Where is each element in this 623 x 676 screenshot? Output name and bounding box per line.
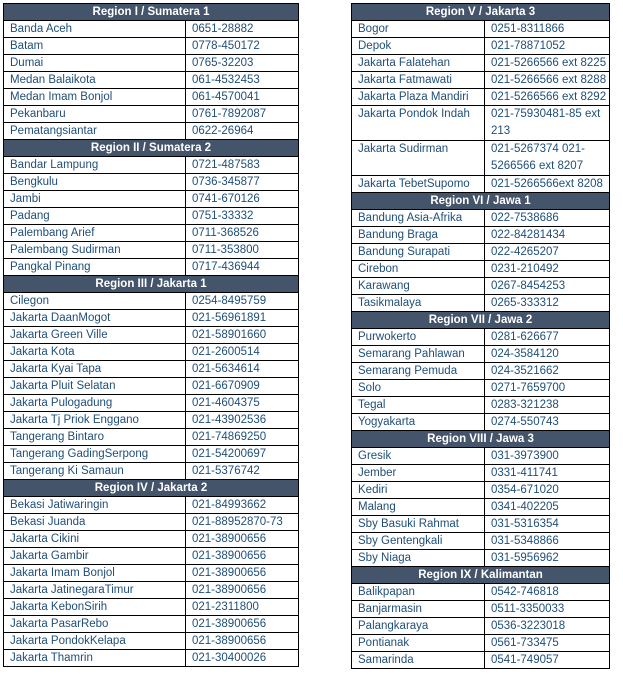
branch-phone: 0751-33332 [186,208,299,225]
branch-row [4,327,299,344]
branch-row [4,582,299,599]
region-header-row [4,480,299,497]
branch-name: Tangerang Ki Samaun [4,463,186,480]
branch-row [4,123,299,140]
branch-row [4,531,299,548]
region-header-row [4,276,299,293]
branch-phone: 0765-32203 [186,55,299,72]
branch-name: Jakarta Kota [4,344,186,361]
branch-name: Pontianak [352,635,485,652]
branch-phone: 0561-733475 [485,635,610,652]
branch-phone: 022-84281434 [485,227,610,244]
region-title: Region VI / Jawa 1 [352,193,610,210]
region-title: Region VII / Jawa 2 [352,312,610,329]
branch-name: Jakarta Pondok Indah [352,106,485,141]
branch-name: Pekanbaru [4,106,186,123]
branch-row [352,21,610,38]
branch-phone: 021-5267374 021-5266566 ext 8207 [485,141,610,176]
branch-row [4,72,299,89]
branch-name: Malang [352,499,485,516]
branch-row [4,106,299,123]
branch-row [4,616,299,633]
branch-name: Tegal [352,397,485,414]
branch-phone: 031-5348866 [485,533,610,550]
branch-phone: 031-5956962 [485,550,610,567]
branch-phone: 0711-353800 [186,242,299,259]
branch-row [4,208,299,225]
branch-row [4,242,299,259]
branch-phone: 021-5376742 [186,463,299,480]
branch-phone: 021-5634614 [186,361,299,378]
branch-name: Banda Aceh [4,21,186,38]
branch-row [4,412,299,429]
branch-row [352,72,610,89]
branch-name: Jambi [4,191,186,208]
branch-row [4,157,299,174]
branch-row [4,259,299,276]
region-header-row [352,4,610,21]
branch-row [352,448,610,465]
branch-phone: 021-54200697 [186,446,299,463]
branch-phone: 021-5266566 ext 8292 [485,89,610,106]
branch-name: Bengkulu [4,174,186,191]
branch-name: Jakarta Cikini [4,531,186,548]
branch-phone: 021-84993662 [186,497,299,514]
branch-phone: 0341-402205 [485,499,610,516]
branch-phone: 0536-3223018 [485,618,610,635]
branch-name: Purwokerto [352,329,485,346]
branch-row [352,363,610,380]
branch-name: Palembang Arief [4,225,186,242]
branch-row [4,293,299,310]
branch-row [352,227,610,244]
branch-phone: 0281-626677 [485,329,610,346]
branch-row [352,261,610,278]
branch-row [352,176,610,193]
branch-row [4,174,299,191]
branch-name: Cirebon [352,261,485,278]
branch-name: Bekasi Juanda [4,514,186,531]
branch-name: Semarang Pemuda [352,363,485,380]
branch-row [352,482,610,499]
branch-name: Jakarta JatinegaraTimur [4,582,186,599]
branch-name: Samarinda [352,652,485,669]
branch-name: Banjarmasin [352,601,485,618]
branch-phone: 0622-26964 [186,123,299,140]
branch-phone: 021-74869250 [186,429,299,446]
branch-phone: 0721-487583 [186,157,299,174]
branch-phone: 0711-368526 [186,225,299,242]
branch-name: Jakarta Thamrin [4,650,186,667]
branch-row [352,278,610,295]
branch-row [4,89,299,106]
region-title: Region I / Sumatera 1 [4,4,299,21]
branch-name: Semarang Pahlawan [352,346,485,363]
branch-row [352,601,610,618]
branch-phone: 021-2311800 [186,599,299,616]
branch-name: Cilegon [4,293,186,310]
branch-phone: 021-5266566ext 8208 [485,176,610,193]
region-header-row [352,567,610,584]
branch-name: Jakarta Pluit Selatan [4,378,186,395]
branch-row [4,310,299,327]
branch-phone: 0741-670126 [186,191,299,208]
branch-phone: 021-56961891 [186,310,299,327]
branch-phone: 0761-7892087 [186,106,299,123]
branch-name: Pangkal Pinang [4,259,186,276]
branch-phone-table-right [351,3,610,669]
branch-row [4,38,299,55]
branch-name: Jakarta Pulogadung [4,395,186,412]
branch-phone-table-left [3,3,299,667]
branch-phone: 0331-411741 [485,465,610,482]
branch-name: Jakarta Kyai Tapa [4,361,186,378]
branch-name: Gresik [352,448,485,465]
branch-row [352,550,610,567]
region-header-row [352,193,610,210]
branch-name: Bandung Asia-Afrika [352,210,485,227]
branch-phone: 021-6670909 [186,378,299,395]
branch-row [352,106,610,141]
branch-phone: 021-38900656 [186,548,299,565]
branch-name: Jakarta Sudirman [352,141,485,176]
branch-phone: 0651-28882 [186,21,299,38]
branch-phone: 021-4604375 [186,395,299,412]
region-title: Region VIII / Jawa 3 [352,431,610,448]
branch-phone: 0283-321238 [485,397,610,414]
branch-phone: 0267-8454253 [485,278,610,295]
branch-name: Sby Basuki Rahmat [352,516,485,533]
branch-phone: 021-38900656 [186,616,299,633]
branch-phone: 024-3584120 [485,346,610,363]
branch-row [4,565,299,582]
branch-name: Tasikmalaya [352,295,485,312]
branch-name: Palangkaraya [352,618,485,635]
branch-phone: 0231-210492 [485,261,610,278]
branch-name: Jakarta TebetSupomo [352,176,485,193]
branch-name: Jakarta Plaza Mandiri [352,89,485,106]
branch-name: Bandar Lampung [4,157,186,174]
region-header-row [4,4,299,21]
table-body [4,4,299,667]
region-header-row [4,140,299,157]
branch-row [352,414,610,431]
branch-name: Bandung Surapati [352,244,485,261]
branch-name: Tangerang GadingSerpong [4,446,186,463]
region-title: Region IX / Kalimantan [352,567,610,584]
branch-row [352,499,610,516]
branch-phone: 0511-3350033 [485,601,610,618]
branch-row [352,295,610,312]
branch-name: Kediri [352,482,485,499]
branch-phone: 022-4265207 [485,244,610,261]
branch-phone: 0251-8311866 [485,21,610,38]
branch-name: Dumai [4,55,186,72]
branch-name: Tangerang Bintaro [4,429,186,446]
branch-row [4,429,299,446]
branch-name: Bekasi Jatiwaringin [4,497,186,514]
branch-phone: 022-7538686 [485,210,610,227]
branch-name: Jember [352,465,485,482]
branch-name: Jakarta Green Ville [4,327,186,344]
branch-row [352,397,610,414]
branch-phone: 0541-749057 [485,652,610,669]
branch-phone: 0778-450172 [186,38,299,55]
branch-phone: 021-75930481-85 ext 213 [485,106,610,141]
branch-row [352,38,610,55]
branch-phone: 0542-746818 [485,584,610,601]
branch-row [4,395,299,412]
branch-name: Jakarta Falatehan [352,55,485,72]
region-header-row [352,431,610,448]
branch-phone: 061-4570041 [186,89,299,106]
branch-row [352,652,610,669]
branch-name: Bandung Braga [352,227,485,244]
branch-phone: 031-5316354 [485,516,610,533]
branch-row [4,55,299,72]
branch-name: Palembang Sudirman [4,242,186,259]
branch-phone: 021-38900656 [186,633,299,650]
branch-name: Sby Gentengkali [352,533,485,550]
branch-name: Batam [4,38,186,55]
region-title: Region II / Sumatera 2 [4,140,299,157]
branch-row [4,548,299,565]
branch-phone: 0717-436944 [186,259,299,276]
branch-phone: 0265-333312 [485,295,610,312]
branch-name: Jakarta Fatmawati [352,72,485,89]
branch-row [4,514,299,531]
branch-row [352,55,610,72]
branch-phone: 061-4532453 [186,72,299,89]
branch-phone: 021-38900656 [186,582,299,599]
branch-phone: 021-38900656 [186,531,299,548]
branch-name: Medan Imam Bonjol [4,89,186,106]
branch-row [352,346,610,363]
branch-phone: 0736-345877 [186,174,299,191]
branch-name: Yogyakarta [352,414,485,431]
table-body [352,4,610,669]
branch-name: Sby Niaga [352,550,485,567]
branch-phone: 0354-671020 [485,482,610,499]
branch-name: Balikpapan [352,584,485,601]
branch-row [4,378,299,395]
branch-row [4,225,299,242]
branch-row [352,635,610,652]
branch-row [352,618,610,635]
branch-name: Pematangsiantar [4,123,186,140]
branch-row [4,497,299,514]
branch-name: Depok [352,38,485,55]
branch-phone: 021-30400026 [186,650,299,667]
branch-name: Jakarta PondokKelapa [4,633,186,650]
branch-phone: 021-5266566 ext 8225 [485,55,610,72]
branch-row [4,599,299,616]
branch-phone: 021-38900656 [186,565,299,582]
branch-phone: 021-2600514 [186,344,299,361]
branch-phone: 031-3973900 [485,448,610,465]
region-title: Region IV / Jakarta 2 [4,480,299,497]
branch-row [352,141,610,176]
branch-phone: 021-58901660 [186,327,299,344]
branch-phone: 0274-550743 [485,414,610,431]
branch-row [4,21,299,38]
branch-name: Solo [352,380,485,397]
branch-name: Jakarta Imam Bonjol [4,565,186,582]
branch-phone: 021-88952870-73 [186,514,299,531]
branch-phone: 021-5266566 ext 8288 [485,72,610,89]
branch-row [352,329,610,346]
branch-phone: 0254-8495759 [186,293,299,310]
branch-phone: 021-43902536 [186,412,299,429]
branch-name: Jakarta DaanMogot [4,310,186,327]
branch-name: Padang [4,208,186,225]
region-title: Region V / Jakarta 3 [352,4,610,21]
branch-row [4,344,299,361]
region-title: Region III / Jakarta 1 [4,276,299,293]
branch-name: Jakarta Gambir [4,548,186,565]
branch-row [352,516,610,533]
branch-phone: 021-78871052 [485,38,610,55]
region-header-row [352,312,610,329]
branch-row [4,633,299,650]
branch-row [4,361,299,378]
branch-row [352,584,610,601]
branch-row [352,244,610,261]
branch-row [4,650,299,667]
branch-name: Jakarta KebonSirih [4,599,186,616]
branch-row [352,210,610,227]
branch-name: Medan Balaikota [4,72,186,89]
branch-row [4,191,299,208]
branch-name: Jakarta PasarRebo [4,616,186,633]
branch-row [352,380,610,397]
branch-row [352,533,610,550]
branch-name: Bogor [352,21,485,38]
branch-row [4,446,299,463]
branch-name: Karawang [352,278,485,295]
branch-phone: 0271-7659700 [485,380,610,397]
branch-row [4,463,299,480]
branch-phone: 024-3521662 [485,363,610,380]
branch-name: Jakarta Tj Priok Enggano [4,412,186,429]
branch-row [352,89,610,106]
branch-row [352,465,610,482]
